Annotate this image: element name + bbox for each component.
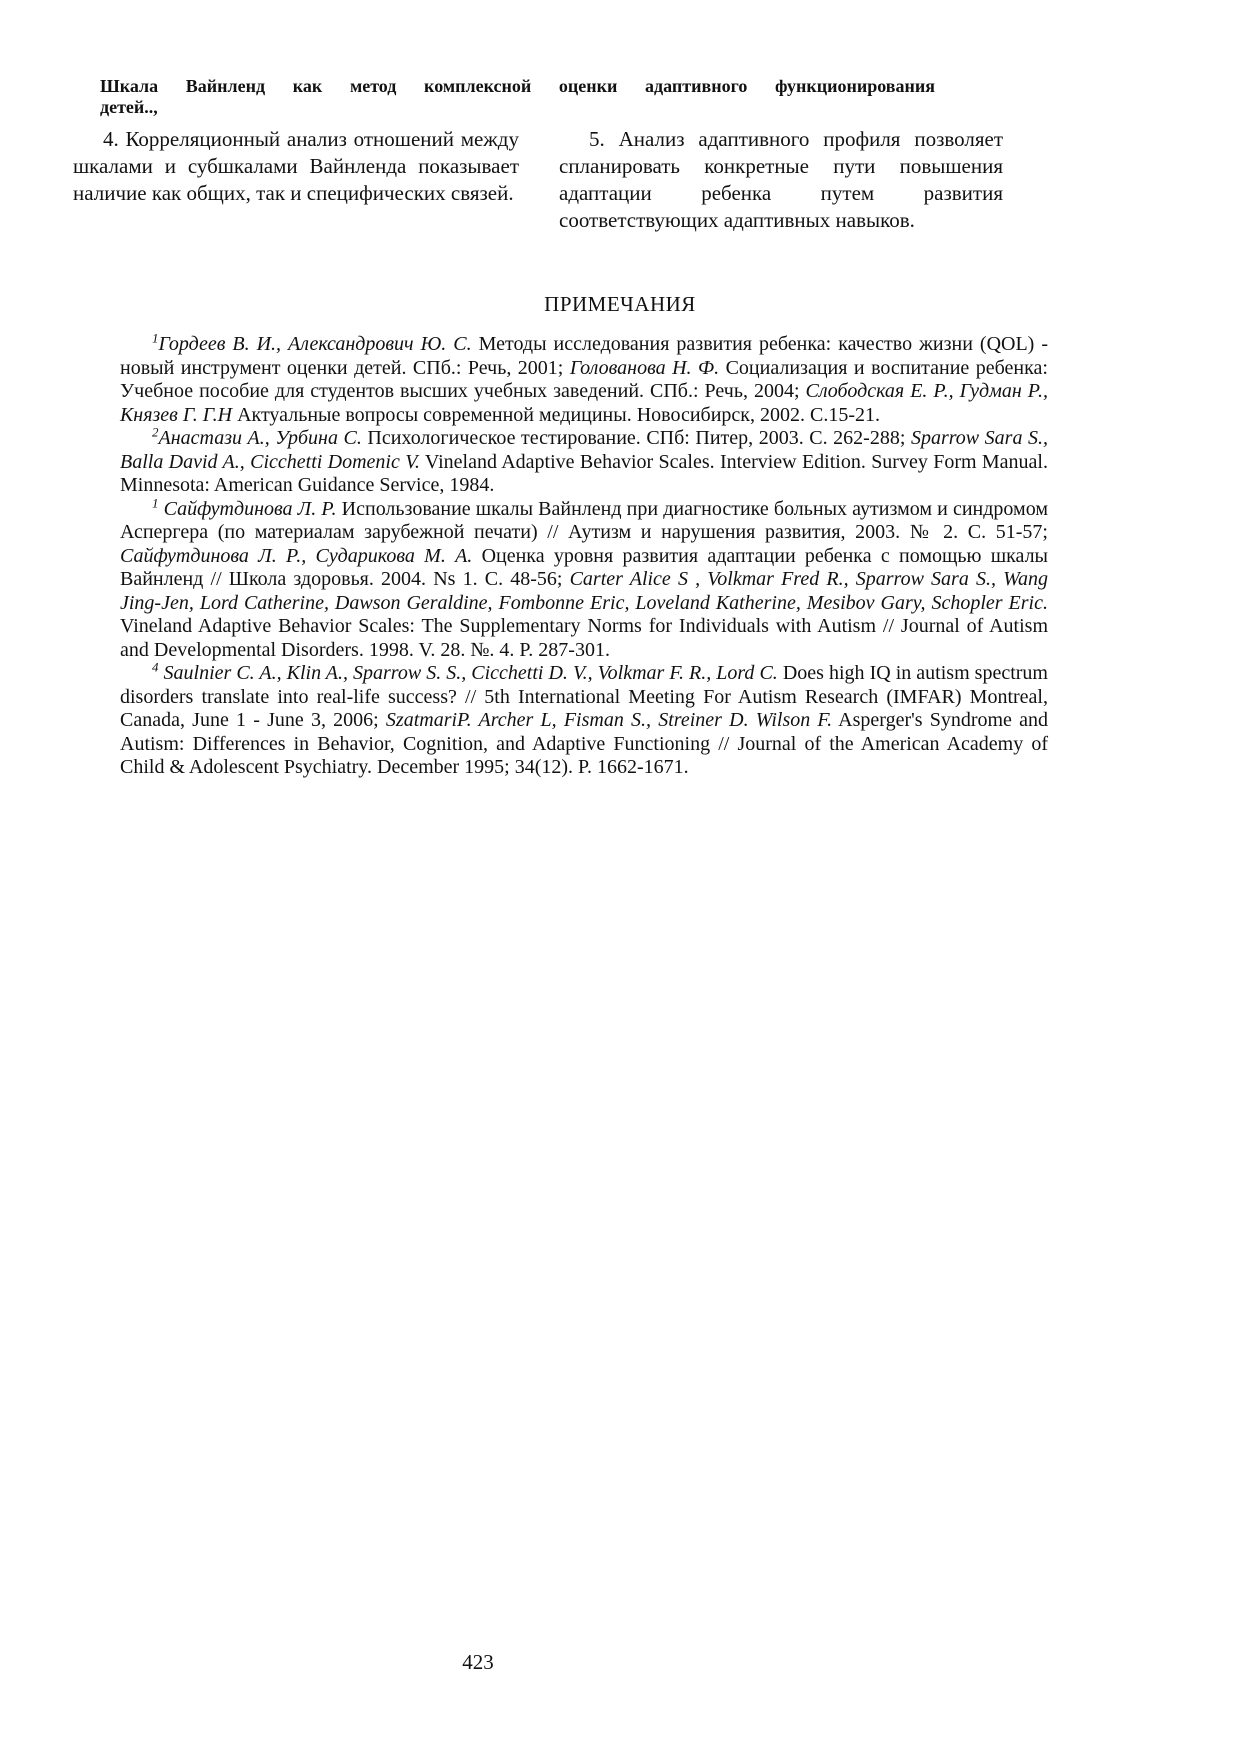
note-authors: SzatmariP. Archer L, Fisman S., Streiner D. Wilson F. xyxy=(385,709,833,731)
note-authors: Слободская Е. Р., Гудман Р., Князев Г. Г.Н xyxy=(120,380,1048,426)
note-authors: Saulnier C. A., Klin A., Sparrow S. S., Cicchetti D. V., Volkmar F. R., Lord C. xyxy=(158,662,778,684)
note-authors: Голованова Н. Ф. xyxy=(569,356,720,379)
note-text: Методы исследования развития ребенка: качество жизни (QOL) - новый инструмент оценки детей. СПб.: Речь, 2001; xyxy=(120,333,1049,379)
header-title-continuation: детей.., xyxy=(100,97,158,117)
note-mark: 1 xyxy=(152,330,159,346)
notes-heading: ПРИМЕЧАНИЯ xyxy=(544,292,696,316)
note-text: Оценка уровня развития адаптации ребенка с помощью шкалы Вайнленд // Школа здоровья. 2004. Ns 1. С. 48-56; xyxy=(120,544,1048,590)
note-text: Использование шкалы Вайнленд при диагностике больных аутизмом и синдромом Аспергера (по материалам зарубежной печати) // Аутизм и нарушения развития, 2003. № 2. С. 51-57; xyxy=(120,497,1048,543)
note-text: Asperger's Syndrome and Autism: Differences in Behavior, Cognition, and Adaptive Functioning // Journal of the American Academy of Child & Adolescent Psychiatry. December 1995; 34(12). P. 1662-1671. xyxy=(120,709,1048,778)
note-mark: 2 xyxy=(152,424,159,440)
conclusion-item-4: 4. Корреляционный анализ отношений между шкалами и субшкалами Вайнленда показывает наличие как общих, так и специфических связей. xyxy=(73,127,519,205)
note-text: Does high IQ in autism spectrum disorders translate into real-life success? // 5th International Meeting For Autism Research (IMFAR) Montreal, Canada, June 1 - June 3, 2006; xyxy=(120,662,1048,731)
right-column xyxy=(559,126,1003,234)
note xyxy=(120,424,1048,498)
left-column xyxy=(73,126,519,207)
note-mark: 4 xyxy=(152,659,159,675)
page-number: 423 xyxy=(462,1650,494,1674)
notes-list xyxy=(120,330,1049,780)
note-authors: Carter Alice S , Volkmar Fred R., Sparrow Sara S., Wang Jing-Jen, Lord Catherine, Dawson Geraldine, Fombonne Eric, Loveland Katherine, Mesibov Gary, Schopler Eric. xyxy=(120,568,1048,614)
note-authors: Анастази А., Урбина С. xyxy=(158,427,362,449)
note-text: Психологическое тестирование. СПб: Питер, 2003. С. 262-288; xyxy=(361,427,911,449)
note-authors: Sparrow Sara S., Balla David A., Cicchetti Domenic V. xyxy=(120,427,1048,473)
note xyxy=(120,659,1048,780)
note-text: Vineland Adaptive Behavior Scales: The Supplementary Norms for Individuals with Autism // Journal of Autism and Developmental Disorders. 1998. V. 28. №. 4. P. 287-301. xyxy=(120,615,1048,661)
conclusion-item-5: 5. Анализ адаптивного профиля позволяет спланировать конкретные пути повышения адаптации ребенка путем развития соответствующих адаптивных навыков. xyxy=(559,127,1003,232)
note xyxy=(120,330,1049,427)
note-authors: Гордеев В. И., Александрович Ю. С. xyxy=(158,333,472,355)
note-authors: Сайфутдинова Л. Р., Сударикова М. А. xyxy=(120,544,473,567)
note xyxy=(120,494,1048,663)
note-authors: Сайфутдинова Л. Р. xyxy=(158,497,337,520)
note-text: Социализация и воспитание ребенка: Учебное пособие для студентов высших учебных заведений. СПб.: Речь, 2004; xyxy=(120,356,1048,402)
note-text: Vineland Adaptive Behavior Scales. Interview Edition. Survey Form Manual. Minnesota: American Guidance Service, 1984. xyxy=(120,450,1048,496)
note-text: Актуальные вопросы современной медицины. Новосибирск, 2002. С.15-21. xyxy=(232,403,881,426)
header-title-line: Шкала Вайнленд как метод комплексной оценки адаптивного функционирования xyxy=(100,76,935,96)
running-header xyxy=(100,76,960,118)
note-mark: 1 xyxy=(152,494,159,510)
